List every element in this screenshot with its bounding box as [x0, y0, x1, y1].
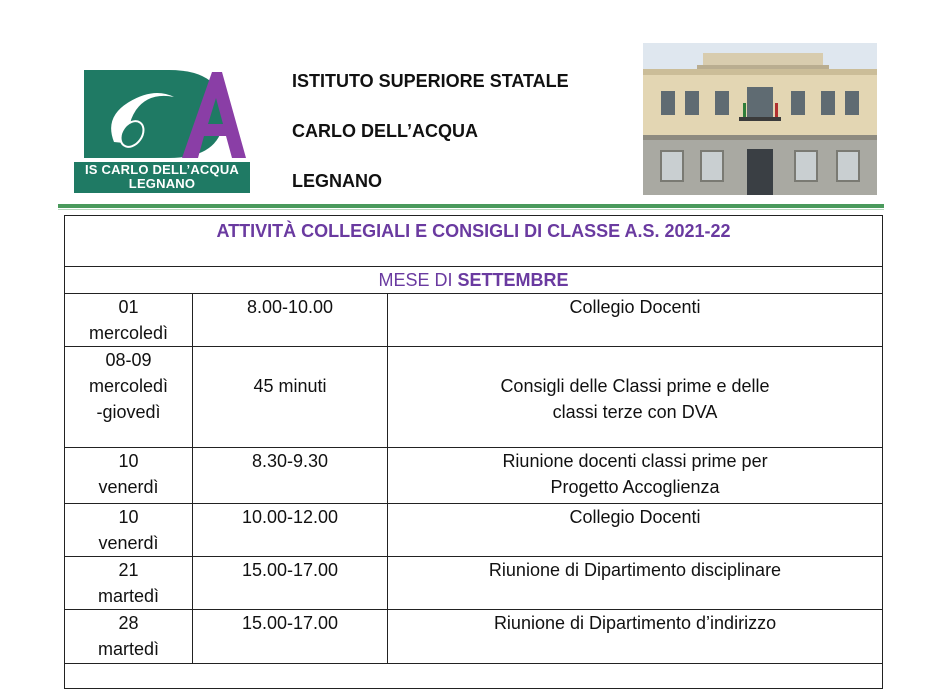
empty-cell [65, 664, 883, 689]
time-cell: 8.30-9.30 [193, 448, 388, 504]
activity-cell [388, 294, 883, 347]
day: 28 [118, 613, 139, 633]
date-cell [65, 448, 193, 504]
activity-text: Riunione di Dipartimento disciplinare [488, 560, 782, 580]
activity-text: classi terze con DVA [552, 402, 718, 422]
time-cell [193, 347, 388, 448]
weekday-extra: -giovedì [96, 402, 161, 422]
title-line-1: ISTITUTO SUPERIORE STATALE [292, 71, 569, 91]
table-title-row [65, 216, 883, 267]
logo-mark [74, 62, 250, 162]
table-row [65, 610, 883, 664]
activity-cell [388, 347, 883, 448]
day: 21 [118, 560, 139, 580]
school-title [292, 70, 569, 220]
logo-monogram-icon [74, 62, 250, 162]
weekday: venerdì [98, 477, 159, 497]
logo-banner [74, 162, 250, 193]
logo-text-line2: LEGNANO [128, 176, 196, 191]
date-cell [65, 557, 193, 610]
month-prefix: MESE DI [378, 270, 458, 290]
activity-text: Consigli delle Classi prime e delle [500, 376, 770, 396]
building-image-icon [643, 43, 877, 195]
weekday: venerdì [98, 533, 159, 553]
weekday: mercoledì [88, 376, 169, 396]
activity-text: Progetto Accoglienza [550, 477, 720, 497]
table-row-empty [65, 664, 883, 689]
activity-cell [388, 610, 883, 664]
header-divider-shadow [58, 209, 884, 210]
school-logo [74, 62, 250, 192]
activity-text: Collegio Docenti [569, 507, 701, 527]
day: 10 [118, 451, 139, 471]
date-cell [65, 294, 193, 347]
time-cell: 15.00-17.00 [193, 557, 388, 610]
schedule-table [64, 215, 883, 689]
date-cell [65, 610, 193, 664]
activity-text: Collegio Docenti [569, 297, 701, 317]
date-cell [65, 504, 193, 557]
logo-text-line1: IS CARLO DELL’ACQUA [84, 162, 240, 177]
time-cell: 8.00-10.00 [193, 294, 388, 347]
day: 08-09 [105, 350, 152, 370]
weekday: mercoledì [88, 323, 169, 343]
title-line-3: LEGNANO [292, 171, 382, 191]
time-text: 45 minuti [253, 376, 327, 396]
time-cell: 10.00-12.00 [193, 504, 388, 557]
day: 10 [118, 507, 139, 527]
table-title: ATTIVITÀ COLLEGIALI E CONSIGLI DI CLASSE A.S. 2021-22 [65, 216, 883, 267]
month-row [65, 267, 883, 294]
school-building-photo [643, 43, 877, 195]
activity-cell [388, 448, 883, 504]
activity-cell [388, 504, 883, 557]
weekday: martedì [97, 586, 160, 606]
activity-text: Riunione docenti classi prime per [502, 451, 768, 471]
header-divider [58, 204, 884, 208]
month-heading [65, 267, 883, 294]
time-cell: 15.00-17.00 [193, 610, 388, 664]
table-row [65, 557, 883, 610]
title-line-2: CARLO DELL’ACQUA [292, 121, 478, 141]
day: 01 [118, 297, 139, 317]
table-row [65, 347, 883, 448]
table-row [65, 294, 883, 347]
table-row [65, 448, 883, 504]
month-name: SETTEMBRE [457, 270, 569, 290]
weekday: martedì [97, 639, 160, 659]
table-row [65, 504, 883, 557]
activity-text: Riunione di Dipartimento d’indirizzo [493, 613, 777, 633]
activity-cell [388, 557, 883, 610]
date-cell [65, 347, 193, 448]
